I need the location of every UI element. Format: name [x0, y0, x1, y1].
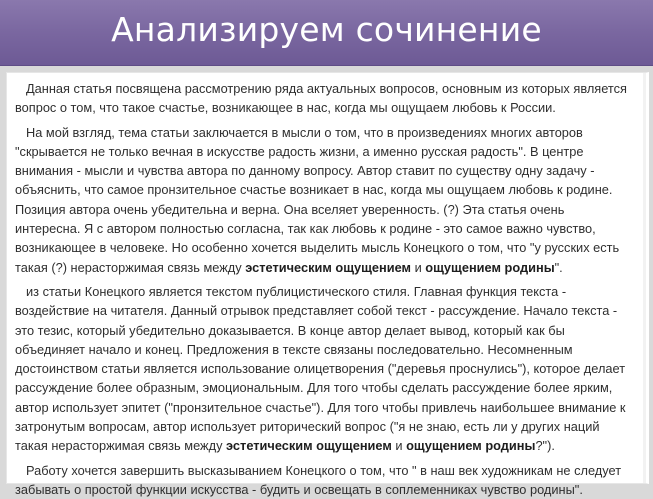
essay-paragraph-2 [15, 123, 632, 277]
paragraph-text: ?"). [535, 438, 555, 454]
essay-paragraph-1 [15, 79, 632, 118]
paragraph-text: и [411, 259, 426, 275]
text-box-edge [643, 73, 646, 483]
emphasis-feeling-of-homeland: ощущением родины [406, 438, 536, 454]
paragraph-text: ". [554, 259, 563, 275]
slide-title: Анализируем сочинение [111, 10, 542, 49]
essay-paragraph-3 [15, 282, 632, 456]
essay-text-box [6, 72, 649, 497]
paragraph-text: и [391, 438, 407, 454]
emphasis-feeling-of-homeland: ощущением родины [425, 259, 555, 275]
paragraph-text: На мой взгляд, тема статьи заключается в мысли о том, что в произведениях многих авторов "скрывается не только вечная в искусстве радость жизни, а именно русская радость". В центре внимания - мысли и чувства автора по данному вопросу. Автор ставит по существу одну задачу - объяснить, что самое пронзительное счастье возникает в нас, когда мы ощущаем любовь к родине. Позиция автора очень убедительна и верна. Она вселяет уверенность. (?) Эта статья очень интересна. Я с автором полностью согласна, так как любовь к родине - это самое важно чувство, возникающее в человеке. Но особенно хочется выделить мысль Конецкого о том, что "у русских есть такая (?) нерасторжимая связь между [15, 124, 620, 275]
emphasis-aesthetic-feeling: эстетическим ощущением [245, 259, 412, 275]
paragraph-text: Данная статья посвящена рассмотрению ряда актуальных вопросов, основным из которых является вопрос о том, что такое счастье, возникающее в нас, когда мы ощущаем любовь к России. [15, 81, 627, 116]
paragraph-text: из статьи Конецкого является текстом публицистического стиля. Главная функция текста - воздействие на читателя. Данный отрывок представляет собой текст - рассуждение. Начало текста - это тезис, который убедительно доказывается. В конце автор делает вывод, который как бы объединяет начало и конец. Предложения в тексте связаны последовательно. Несомненным достоинством статьи является использование олицетворения ("деревья проснулись"), которое делает рассуждение более образным, эмоциональным. Для того чтобы сделать рассуждение более ярким, автор использует эпитет ("пронзительное счастье"). Для того чтобы привлечь наибольшее внимание к затронутым вопросам, автор использует риторический вопрос ("я не знаю, есть ли у других наций такая нерасторжимая связь между [15, 283, 626, 454]
emphasis-aesthetic-feeling: эстетическим ощущением [226, 438, 392, 454]
title-banner [0, 0, 653, 66]
essay-paragraph-4 [15, 461, 632, 499]
paragraph-text: Работу хочется завершить высказыванием Конецкого о том, что " в наш век художникам не следует забывать о простой функции искусства - будить и освещать в соплеменниках чувство родины". [15, 462, 622, 497]
